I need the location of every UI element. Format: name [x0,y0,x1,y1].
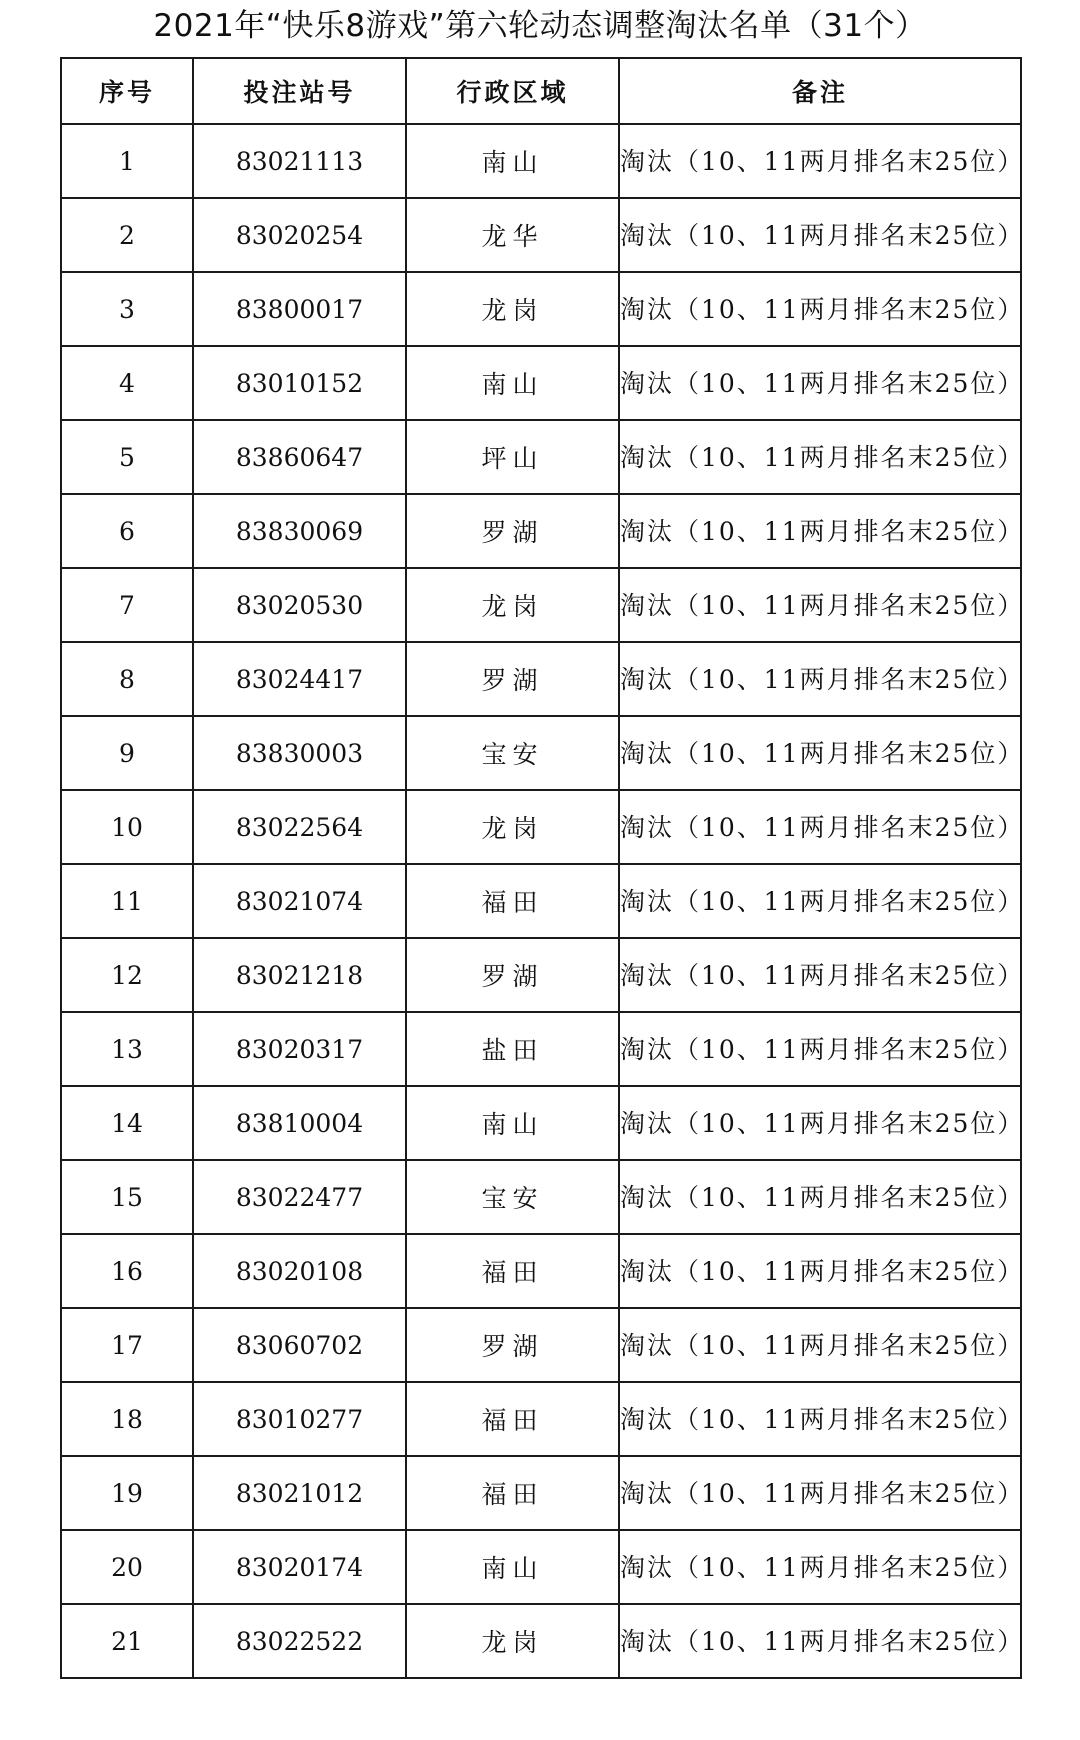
cell-note: 淘汰（10、11两月排名末25位） [619,494,1021,568]
cell-district: 宝安 [406,716,619,790]
cell-station: 83020317 [193,1012,406,1086]
table-row [61,568,1021,642]
table-row [61,938,1021,1012]
cell-station: 83021074 [193,864,406,938]
table-row [61,1382,1021,1456]
table-row [61,346,1021,420]
cell-note: 淘汰（10、11两月排名末25位） [619,1086,1021,1160]
cell-station: 83010152 [193,346,406,420]
table-row [61,864,1021,938]
cell-station: 83022477 [193,1160,406,1234]
cell-district: 龙岗 [406,1604,619,1678]
cell-station: 83010277 [193,1382,406,1456]
cell-station: 83022564 [193,790,406,864]
cell-note: 淘汰（10、11两月排名末25位） [619,938,1021,1012]
cell-seq: 1 [61,124,193,198]
table-row [61,272,1021,346]
cell-seq: 6 [61,494,193,568]
header-seq: 序号 [61,58,193,124]
table-row [61,124,1021,198]
table-row [61,1604,1021,1678]
cell-seq: 21 [61,1604,193,1678]
cell-note: 淘汰（10、11两月排名末25位） [619,124,1021,198]
cell-seq: 15 [61,1160,193,1234]
cell-note: 淘汰（10、11两月排名末25位） [619,198,1021,272]
table-row [61,716,1021,790]
cell-station: 83810004 [193,1086,406,1160]
cell-seq: 14 [61,1086,193,1160]
table-row [61,1012,1021,1086]
cell-seq: 17 [61,1308,193,1382]
cell-seq: 7 [61,568,193,642]
table-row [61,1530,1021,1604]
cell-district: 盐田 [406,1012,619,1086]
cell-district: 南山 [406,1530,619,1604]
cell-note: 淘汰（10、11两月排名末25位） [619,346,1021,420]
cell-note: 淘汰（10、11两月排名末25位） [619,1308,1021,1382]
cell-seq: 19 [61,1456,193,1530]
table-row [61,1086,1021,1160]
cell-district: 罗湖 [406,494,619,568]
cell-note: 淘汰（10、11两月排名末25位） [619,272,1021,346]
elimination-table [60,57,1025,1679]
cell-seq: 8 [61,642,193,716]
cell-station: 83830003 [193,716,406,790]
cell-note: 淘汰（10、11两月排名末25位） [619,1160,1021,1234]
cell-station: 83020530 [193,568,406,642]
cell-district: 福田 [406,1456,619,1530]
cell-station: 83021218 [193,938,406,1012]
cell-note: 淘汰（10、11两月排名末25位） [619,1234,1021,1308]
cell-station: 83021113 [193,124,406,198]
cell-seq: 9 [61,716,193,790]
cell-station: 83020108 [193,1234,406,1308]
cell-note: 淘汰（10、11两月排名末25位） [619,1530,1021,1604]
cell-station: 83024417 [193,642,406,716]
cell-note: 淘汰（10、11两月排名末25位） [619,1456,1021,1530]
cell-district: 罗湖 [406,1308,619,1382]
table-row [61,198,1021,272]
cell-seq: 4 [61,346,193,420]
table-header [61,58,1021,124]
header-note: 备注 [619,58,1021,124]
table-row [61,1234,1021,1308]
table-row [61,790,1021,864]
header-station: 投注站号 [193,58,406,124]
cell-station: 83022522 [193,1604,406,1678]
document-title: 2021年“快乐8游戏”第六轮动态调整淘汰名单（31个） [153,8,927,44]
cell-note: 淘汰（10、11两月排名末25位） [619,642,1021,716]
cell-station: 83830069 [193,494,406,568]
cell-seq: 12 [61,938,193,1012]
cell-station: 83060702 [193,1308,406,1382]
cell-station: 83800017 [193,272,406,346]
cell-district: 宝安 [406,1160,619,1234]
cell-seq: 16 [61,1234,193,1308]
cell-seq: 13 [61,1012,193,1086]
cell-district: 福田 [406,864,619,938]
cell-seq: 3 [61,272,193,346]
cell-note: 淘汰（10、11两月排名末25位） [619,1604,1021,1678]
table-row [61,494,1021,568]
header-district: 行政区域 [406,58,619,124]
cell-district: 南山 [406,124,619,198]
cell-note: 淘汰（10、11两月排名末25位） [619,420,1021,494]
cell-district: 罗湖 [406,938,619,1012]
cell-seq: 20 [61,1530,193,1604]
table-body [61,124,1025,1678]
cell-district: 龙岗 [406,568,619,642]
cell-seq: 2 [61,198,193,272]
table-row [61,1308,1021,1382]
cell-district: 罗湖 [406,642,619,716]
cell-seq: 11 [61,864,193,938]
cell-district: 龙岗 [406,272,619,346]
table-row [61,642,1021,716]
cell-district: 福田 [406,1382,619,1456]
table-row [61,1160,1021,1234]
cell-district: 龙岗 [406,790,619,864]
table-row [61,1456,1021,1530]
cell-note: 淘汰（10、11两月排名末25位） [619,864,1021,938]
cell-station: 83020174 [193,1530,406,1604]
cell-note: 淘汰（10、11两月排名末25位） [619,716,1021,790]
cell-seq: 5 [61,420,193,494]
cell-district: 坪山 [406,420,619,494]
cell-district: 南山 [406,1086,619,1160]
cell-seq: 18 [61,1382,193,1456]
cell-station: 83021012 [193,1456,406,1530]
cell-district: 福田 [406,1234,619,1308]
cell-station: 83860647 [193,420,406,494]
cell-seq: 10 [61,790,193,864]
header-row [61,58,1021,124]
table-row [61,420,1021,494]
cell-note: 淘汰（10、11两月排名末25位） [619,1382,1021,1456]
cell-note: 淘汰（10、11两月排名末25位） [619,790,1021,864]
cell-district: 南山 [406,346,619,420]
cell-note: 淘汰（10、11两月排名末25位） [619,1012,1021,1086]
cell-station: 83020254 [193,198,406,272]
cell-note: 淘汰（10、11两月排名末25位） [619,568,1021,642]
cell-district: 龙华 [406,198,619,272]
